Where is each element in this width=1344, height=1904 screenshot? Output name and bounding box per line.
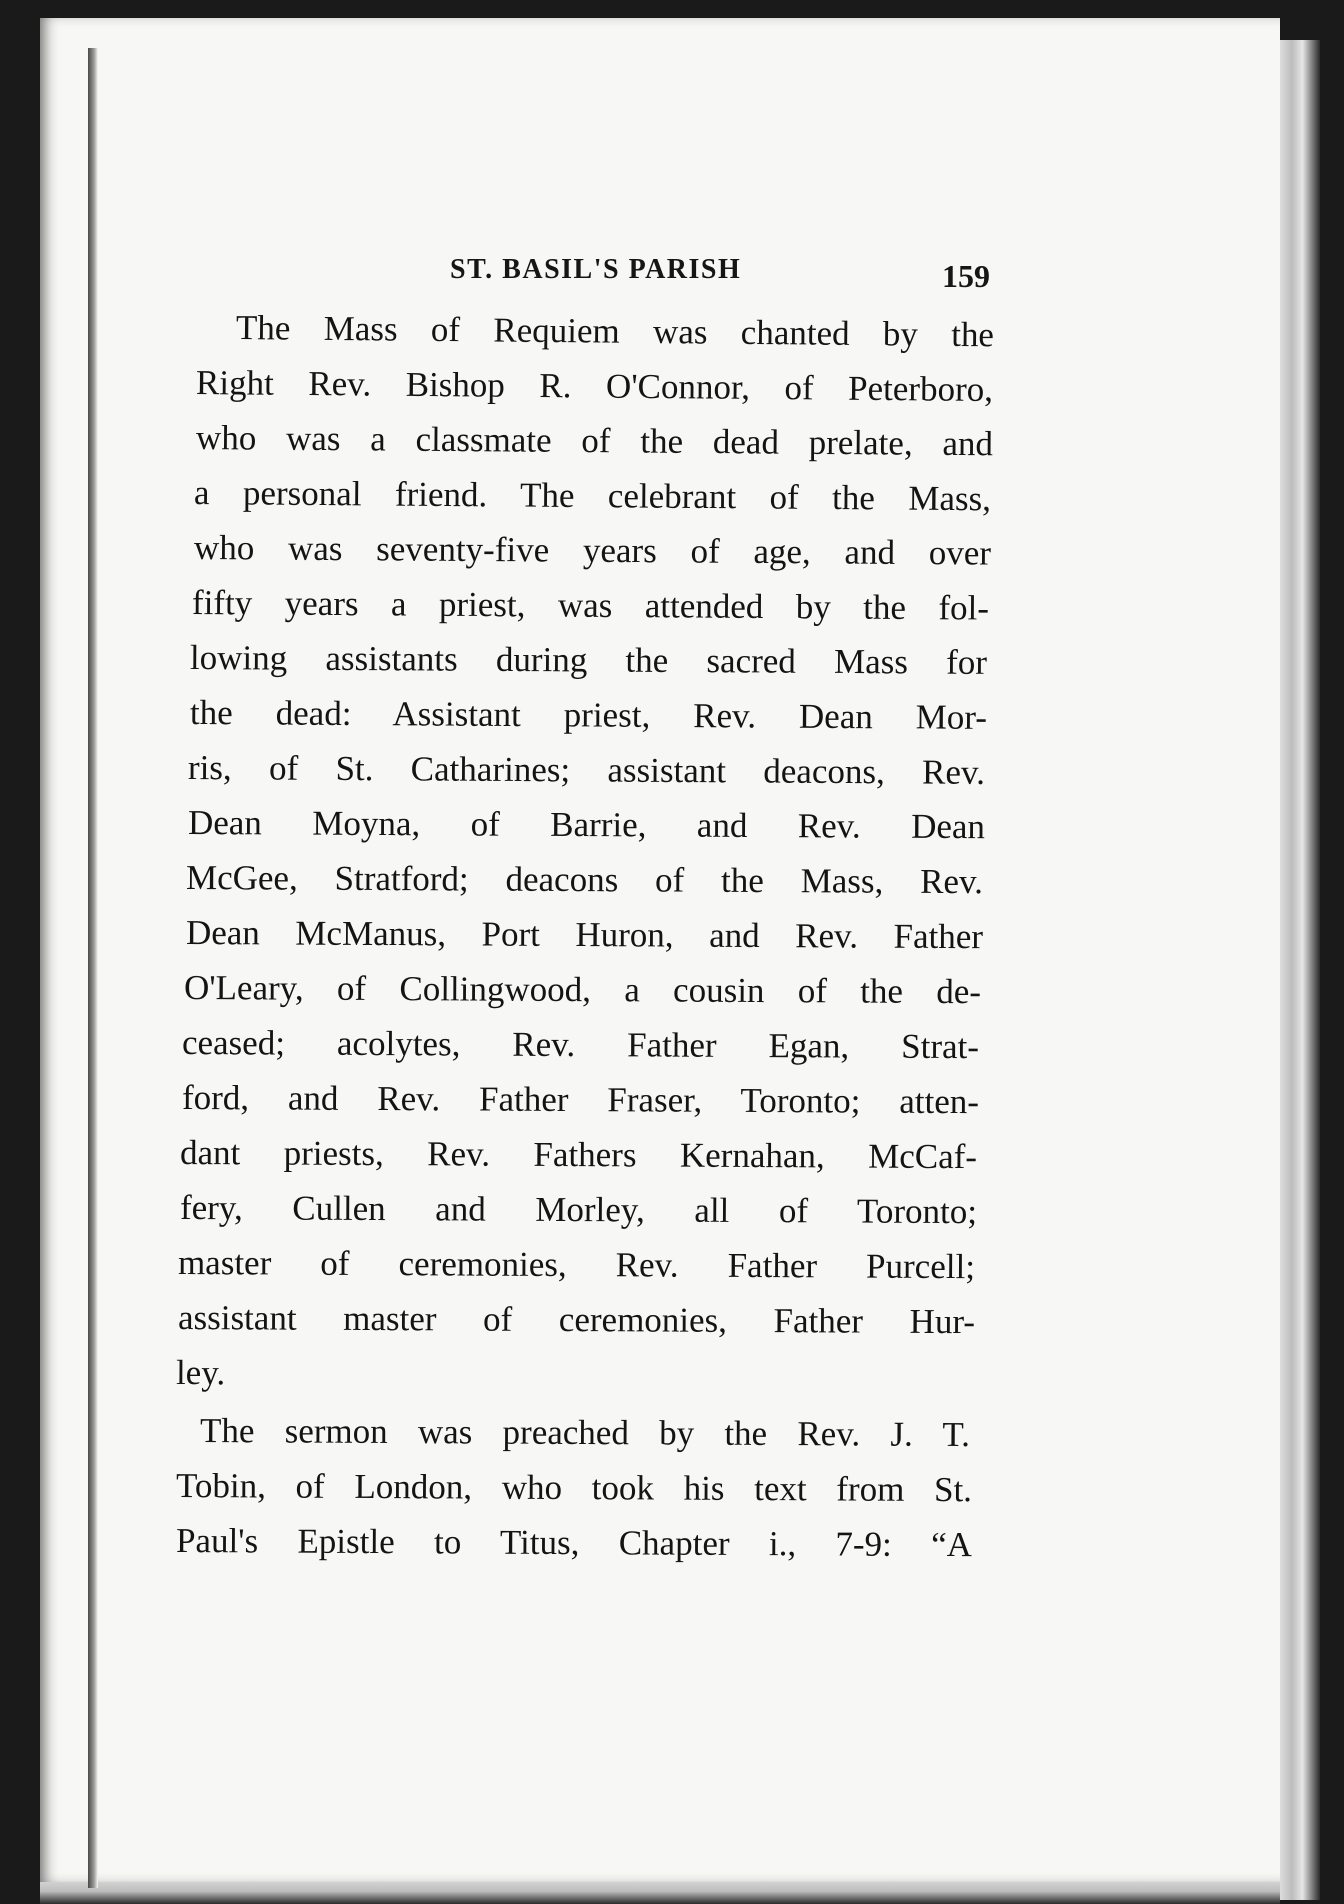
- text-line: The Mass of Requiem was chanted by the: [235, 308, 995, 355]
- text-line: a personal friend. The celebrant of the Mass,: [193, 473, 992, 519]
- text-line: fifty years a priest, was attended by the fol-: [191, 583, 990, 628]
- text-line: Paul's Epistle to Titus, Chapter i., 7-9: “A: [175, 1521, 973, 1565]
- page-number: 159: [942, 258, 990, 294]
- binding-gutter: [88, 48, 98, 1888]
- text-line: ford, and Rev. Father Fraser, Toronto; atten-: [181, 1078, 980, 1122]
- text-line: fery, Cullen and Morley, all of Toronto;: [179, 1188, 978, 1232]
- text-line: who was a classmate of the dead prelate, and: [195, 418, 994, 464]
- text-line: Dean Moyna, of Barrie, and Rev. Dean: [187, 803, 986, 847]
- text-line: dant priests, Rev. Fathers Kernahan, McCaf-: [179, 1133, 978, 1177]
- text-line: assistant master of ceremonies, Father Hur-: [177, 1298, 976, 1342]
- text-line: lowing assistants during the sacred Mass for: [189, 638, 988, 682]
- text-line: the dead: Assistant priest, Rev. Dean Mor-: [189, 693, 988, 737]
- text-line: The sermon was preached by the Rev. J. T.: [199, 1411, 971, 1455]
- text-line: O'Leary, of Collingwood, a cousin of the de-: [183, 968, 982, 1012]
- text-line: Right Rev. Bishop R. O'Connor, of Peterboro,: [195, 363, 994, 409]
- text-line: Dean McManus, Port Huron, and Rev. Father: [185, 913, 984, 957]
- text-line: ceased; acolytes, Rev. Father Egan, Strat-: [181, 1023, 980, 1067]
- text-line: McGee, Stratford; deacons of the Mass, Rev.: [185, 858, 984, 902]
- text-line: who was seventy-five years of age, and over: [193, 528, 992, 573]
- text-line: Tobin, of London, who took his text from St.: [175, 1466, 973, 1510]
- text-line: ris, of St. Catharines; assistant deacons, Rev.: [187, 748, 986, 792]
- text-line: master of ceremonies, Rev. Father Purcell;: [177, 1243, 976, 1287]
- running-head: ST. BASIL'S PARISH: [450, 254, 742, 285]
- book-page: [40, 18, 1280, 1882]
- text-line: ley.: [175, 1353, 226, 1393]
